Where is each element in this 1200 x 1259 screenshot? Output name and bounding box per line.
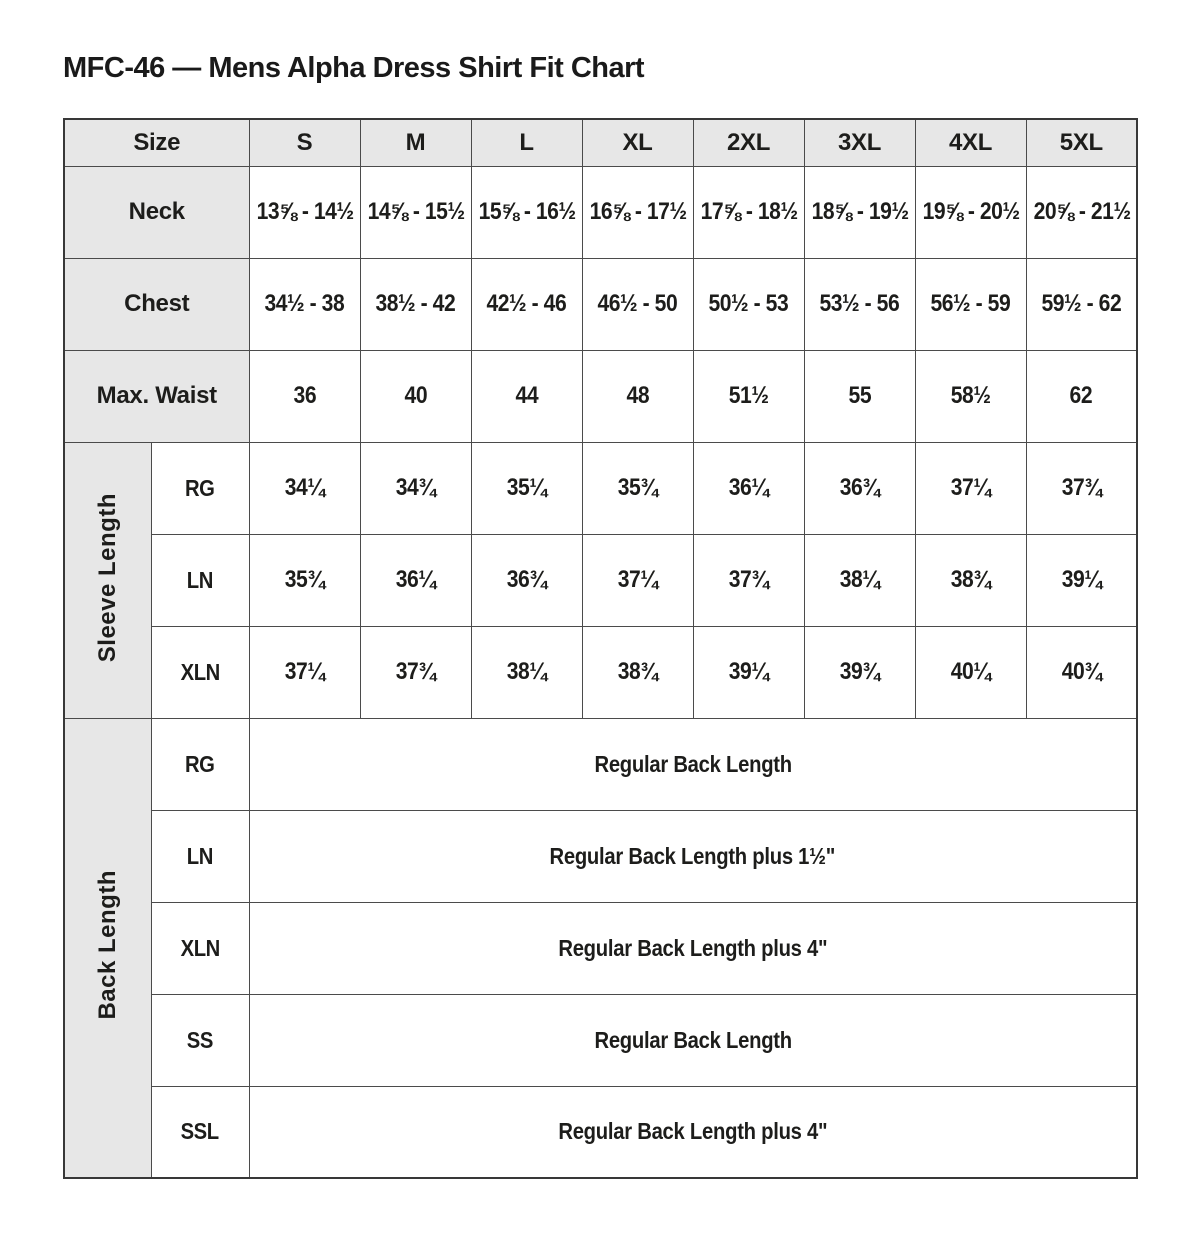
back-length-label-cell	[64, 718, 151, 1178]
sleeve-value: 37¾	[728, 566, 769, 593]
back-variant-code: RG	[185, 750, 215, 777]
sleeve-value-cell	[360, 534, 471, 626]
neck-value: 17⅝ - 18½	[700, 198, 798, 225]
neck-value-cell	[915, 166, 1026, 258]
sleeve-value-cell	[693, 442, 804, 534]
chest-value: 38½ - 42	[375, 290, 456, 317]
size-col-header-2xl: 2XL	[693, 119, 804, 166]
back-variant-code: LN	[186, 842, 214, 869]
sleeve-value-cell	[249, 626, 360, 718]
chest-value: 42½ - 46	[486, 290, 567, 317]
max-waist-value: 51½	[728, 382, 769, 409]
max-waist-value: 58½	[950, 382, 991, 409]
size-col-header-5xl: 5XL	[1026, 119, 1137, 166]
sleeve-value: 37¾	[1061, 474, 1102, 501]
chest-value-cell	[915, 258, 1026, 350]
chest-value-cell	[582, 258, 693, 350]
chest-value: 50½ - 53	[708, 290, 789, 317]
sleeve-value: 34¾	[395, 474, 436, 501]
back-variant-code-cell	[151, 810, 249, 902]
back-description-cell	[249, 718, 1137, 810]
back-ln-row	[64, 810, 1137, 902]
sleeve-variant-code-cell	[151, 442, 249, 534]
max-waist-value-cell	[1026, 350, 1137, 442]
sleeve-value-cell	[582, 442, 693, 534]
sleeve-variant-code-cell	[151, 534, 249, 626]
sleeve-value-cell	[804, 442, 915, 534]
sleeve-value: 38¾	[617, 658, 658, 685]
chest-value-cell	[804, 258, 915, 350]
max-waist-value: 62	[1069, 382, 1093, 409]
back-description: Regular Back Length	[594, 1026, 792, 1053]
sleeve-ln-row	[64, 534, 1137, 626]
sleeve-value-cell	[915, 626, 1026, 718]
sleeve-value-cell	[915, 534, 1026, 626]
sleeve-value-cell	[804, 534, 915, 626]
chest-value: 53½ - 56	[819, 290, 900, 317]
page-title: MFC-46 — Mens Alpha Dress Shirt Fit Chart	[63, 52, 645, 84]
back-description: Regular Back Length plus 4"	[558, 1118, 828, 1145]
sleeve-value-cell	[804, 626, 915, 718]
neck-label-cell: Neck	[64, 166, 249, 258]
sleeve-variant-code: LN	[186, 566, 214, 593]
chest-value-cell	[360, 258, 471, 350]
max-waist-row	[64, 350, 1137, 442]
neck-value: 13⅝ - 14½	[256, 198, 354, 225]
sleeve-value-cell	[915, 442, 1026, 534]
neck-value-cell	[471, 166, 582, 258]
neck-value: 15⅝ - 16½	[478, 198, 576, 225]
max-waist-value: 55	[848, 382, 871, 409]
neck-value-cell	[360, 166, 471, 258]
neck-value-cell	[804, 166, 915, 258]
sleeve-value: 37¼	[617, 566, 658, 593]
sleeve-length-label-cell	[64, 442, 151, 718]
back-description-cell	[249, 994, 1137, 1086]
sleeve-value-cell	[249, 534, 360, 626]
sleeve-xln-row	[64, 626, 1137, 718]
neck-value: 20⅝ - 21½	[1033, 198, 1131, 225]
sleeve-value: 38¼	[506, 658, 547, 685]
sleeve-value-cell	[1026, 442, 1137, 534]
sleeve-value-cell	[582, 626, 693, 718]
sleeve-value: 36¼	[728, 474, 769, 501]
size-header-cell: Size	[64, 119, 249, 166]
max-waist-value-cell	[693, 350, 804, 442]
sleeve-value: 40¾	[1061, 658, 1102, 685]
sleeve-value: 38¼	[839, 566, 880, 593]
back-description: Regular Back Length plus 1½"	[549, 842, 836, 869]
sleeve-value: 37¼	[284, 658, 325, 685]
max-waist-label-cell: Max. Waist	[64, 350, 249, 442]
back-description: Regular Back Length	[594, 750, 792, 777]
sleeve-value-cell	[249, 442, 360, 534]
max-waist-value-cell	[360, 350, 471, 442]
max-waist-value-cell	[471, 350, 582, 442]
sleeve-value: 39¼	[1061, 566, 1102, 593]
neck-value: 19⅝ - 20½	[922, 198, 1020, 225]
max-waist-value-cell	[804, 350, 915, 442]
back-description-cell	[249, 1086, 1137, 1178]
sleeve-value: 38¾	[950, 566, 991, 593]
max-waist-value: 48	[626, 382, 649, 409]
size-col-header-s: S	[249, 119, 360, 166]
sleeve-value: 37¾	[395, 658, 436, 685]
fit-chart-table	[63, 118, 1138, 1179]
sleeve-value-cell	[360, 626, 471, 718]
sleeve-value: 40¼	[950, 658, 991, 685]
max-waist-value-cell	[249, 350, 360, 442]
size-col-header-xl: XL	[582, 119, 693, 166]
sleeve-value: 36¾	[839, 474, 880, 501]
back-variant-code-cell	[151, 1086, 249, 1178]
sleeve-value: 37¼	[950, 474, 991, 501]
sleeve-value: 36¾	[506, 566, 547, 593]
max-waist-value: 36	[293, 382, 316, 409]
sleeve-variant-code: RG	[185, 474, 215, 501]
size-col-header-4xl: 4XL	[915, 119, 1026, 166]
sleeve-value-cell	[693, 534, 804, 626]
neck-value-cell	[693, 166, 804, 258]
neck-value-cell	[249, 166, 360, 258]
back-xln-row	[64, 902, 1137, 994]
chest-value: 46½ - 50	[597, 290, 678, 317]
back-rg-row	[64, 718, 1137, 810]
max-waist-value-cell	[582, 350, 693, 442]
sleeve-value-cell	[582, 534, 693, 626]
back-variant-code: XLN	[180, 934, 220, 961]
sleeve-value-cell	[1026, 626, 1137, 718]
chest-value-cell	[249, 258, 360, 350]
neck-value: 18⅝ - 19½	[811, 198, 909, 225]
sleeve-value: 35¼	[506, 474, 547, 501]
chest-label-cell: Chest	[64, 258, 249, 350]
neck-value: 14⅝ - 15½	[367, 198, 465, 225]
sleeve-value: 35¾	[617, 474, 658, 501]
max-waist-value: 44	[515, 382, 538, 409]
chest-value-cell	[693, 258, 804, 350]
chest-value: 59½ - 62	[1041, 290, 1122, 317]
sleeve-value-cell	[471, 626, 582, 718]
sleeve-value-cell	[471, 534, 582, 626]
back-ssl-row	[64, 1086, 1137, 1178]
sleeve-value: 39¾	[839, 658, 880, 685]
size-col-header-3xl: 3XL	[804, 119, 915, 166]
sleeve-value-cell	[1026, 534, 1137, 626]
back-description-cell	[249, 810, 1137, 902]
neck-value-cell	[1026, 166, 1137, 258]
sleeve-value: 39¼	[728, 658, 769, 685]
chest-value: 56½ - 59	[930, 290, 1011, 317]
sleeve-length-label: Sleeve Length	[93, 492, 121, 663]
max-waist-value: 40	[404, 382, 427, 409]
back-variant-code-cell	[151, 718, 249, 810]
size-header-row	[64, 119, 1137, 166]
sleeve-value: 35¾	[284, 566, 325, 593]
neck-row	[64, 166, 1137, 258]
sleeve-value: 34¼	[284, 474, 325, 501]
neck-value-cell	[582, 166, 693, 258]
max-waist-value-cell	[915, 350, 1026, 442]
sleeve-value: 36¼	[395, 566, 436, 593]
sleeve-value-cell	[693, 626, 804, 718]
size-col-header-m: M	[360, 119, 471, 166]
size-col-header-l: L	[471, 119, 582, 166]
back-variant-code-cell	[151, 902, 249, 994]
back-description: Regular Back Length plus 4"	[558, 934, 828, 961]
back-variant-code: SS	[186, 1026, 214, 1053]
back-length-label: Back Length	[93, 870, 121, 1021]
chest-value-cell	[1026, 258, 1137, 350]
neck-value: 16⅝ - 17½	[589, 198, 687, 225]
sleeve-value-cell	[471, 442, 582, 534]
sleeve-rg-row	[64, 442, 1137, 534]
sleeve-value-cell	[360, 442, 471, 534]
chest-value-cell	[471, 258, 582, 350]
back-variant-code-cell	[151, 994, 249, 1086]
back-variant-code: SSL	[180, 1118, 220, 1145]
back-description-cell	[249, 902, 1137, 994]
sleeve-variant-code-cell	[151, 626, 249, 718]
back-ss-row	[64, 994, 1137, 1086]
sleeve-variant-code: XLN	[180, 658, 220, 685]
chest-value: 34½ - 38	[264, 290, 345, 317]
chest-row	[64, 258, 1137, 350]
